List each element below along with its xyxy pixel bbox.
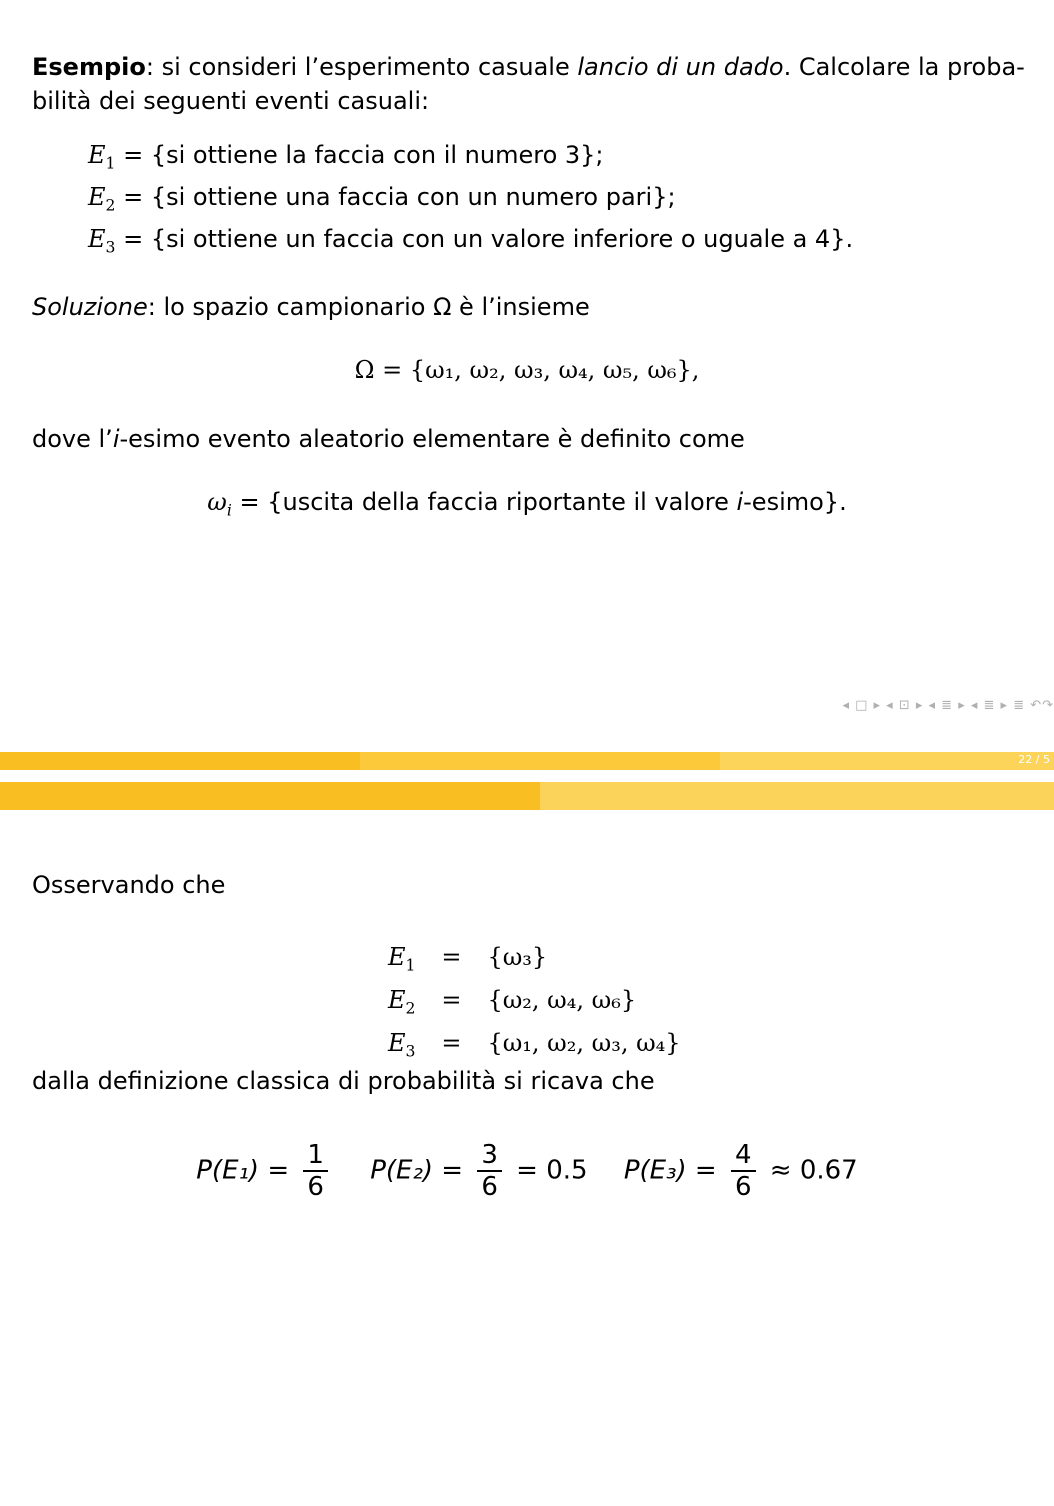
intro-line-1: Esempio: si consideri l’esperimento casuale lancio di un dado. Calcolare la proba- xyxy=(32,53,1025,81)
probability-e2: P(E₂) = $\frac{3}{6}$ = 0.5 xyxy=(370,1140,588,1202)
solution-line: Soluzione: lo spazio campionario Ω è l’insieme xyxy=(32,293,590,321)
header-bar xyxy=(0,782,1054,810)
footer-segment-2 xyxy=(360,752,720,770)
intro-line-2: bilità dei seguenti eventi casuali: xyxy=(32,87,430,115)
event-e3: $E_3 = \{si$ ottiene un faccia con un valore inferiore o uguale a 4}. xyxy=(88,225,854,257)
beamer-navigation[interactable] xyxy=(842,698,1054,713)
definition-line: dalla definizione classica di probabilità si ricava che xyxy=(32,1067,655,1095)
event-e2: $E_2 = \{si$ ottiene una faccia con un numero pari}; xyxy=(88,183,676,215)
footer-bar xyxy=(0,752,1054,770)
event-e1: $E_1 = \{si$ ottiene la faccia con il numero 3}; xyxy=(88,141,604,173)
omega-i-definition: $\omega_i$ = {uscita della faccia riportante il valore i-esimo}. xyxy=(207,488,847,520)
event-set-table xyxy=(388,935,681,1064)
slide-22 xyxy=(0,0,1054,752)
footer-segment-1 xyxy=(0,752,360,770)
example-label: Esempio xyxy=(32,53,146,81)
probability-e3: P(E₃) = $\frac{4}{6}$ ≈ 0.67 xyxy=(623,1140,858,1202)
page-number: 22 / 5 xyxy=(1018,753,1050,766)
observing-line: Osservando che xyxy=(32,871,226,899)
solution-label: Soluzione xyxy=(32,293,148,321)
table-row: $E_2$ = {ω₂, ω₄, ω₆} xyxy=(388,985,637,1017)
header-segment-1 xyxy=(0,782,540,810)
table-row: $E_3$ = {ω₁, ω₂, ω₃, ω₄} xyxy=(388,1028,681,1060)
footer-segment-3 xyxy=(720,752,1054,770)
probability-e1: P(E₁) = $\frac{1}{6}$ xyxy=(196,1140,334,1202)
where-line: dove l’i-esimo evento aleatorio elementare è definito come xyxy=(32,425,745,453)
header-segment-2 xyxy=(540,782,1054,810)
probability-results xyxy=(0,1140,1054,1202)
table-row: $E_1$ = {ω₃} xyxy=(388,942,548,974)
navigation-symbols-icon[interactable]: ◂ □ ▸ ◂ ⊡ ▸ ◂ ≣ ▸ ◂ ≣ ▸ ≣ ↶↷ xyxy=(842,698,1054,713)
sample-space-equation: Ω = {ω₁, ω₂, ω₃, ω₄, ω₅, ω₆}, xyxy=(354,356,700,384)
